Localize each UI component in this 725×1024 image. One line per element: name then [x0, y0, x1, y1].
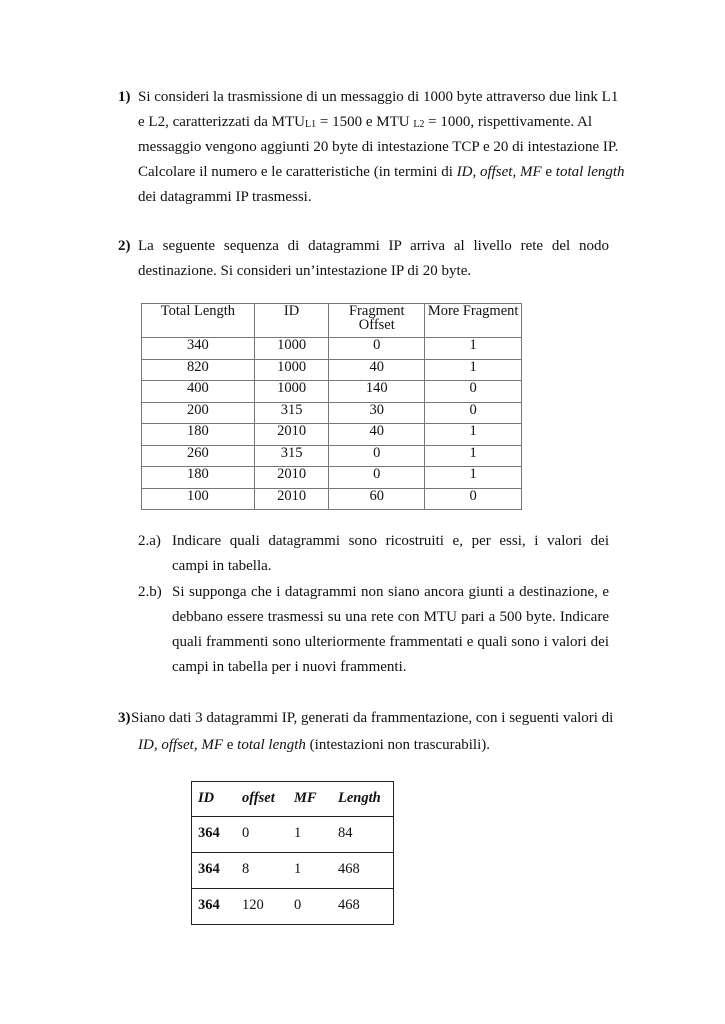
table-cell: 0 — [425, 381, 522, 403]
table-cell: 1 — [425, 359, 522, 381]
table-cell: 84 — [332, 817, 394, 853]
table-cell: 1 — [425, 424, 522, 446]
text-segment: e — [541, 164, 556, 180]
table-cell: 120 — [242, 897, 264, 913]
table-cell: 30 — [329, 402, 425, 424]
text-line — [138, 163, 625, 181]
table-cell: 468 — [332, 853, 394, 889]
text-line — [138, 113, 592, 134]
table-cell: 60 — [329, 488, 425, 510]
table-cell: 0 — [329, 467, 425, 489]
text-line — [138, 262, 471, 280]
column-header: ID — [254, 304, 328, 338]
text-line — [138, 237, 609, 255]
table-cell: 0 — [236, 817, 288, 853]
table-cell: 2010 — [254, 424, 328, 446]
text-line — [172, 583, 609, 601]
table-row — [142, 424, 522, 446]
text-segment: e — [222, 737, 238, 753]
column-header: Length — [332, 782, 394, 817]
text-line — [138, 88, 618, 106]
table-row — [142, 381, 522, 403]
question-number: 3) — [118, 710, 131, 726]
table-cell: 364 — [198, 897, 220, 913]
table-cell: 315 — [254, 402, 328, 424]
table-row — [142, 488, 522, 510]
subscript: L2 — [413, 119, 425, 130]
table-row — [192, 853, 394, 889]
table-row — [142, 338, 522, 360]
table-cell: 140 — [329, 381, 425, 403]
text-segment: debbano essere trasmessi su una rete con MTU pari a 500 byte. Indicare — [172, 609, 609, 625]
column-header: Total Length — [142, 304, 255, 338]
column-header: MF — [288, 782, 332, 817]
table-cell: 0 — [294, 897, 302, 913]
table-cell: 0 — [425, 402, 522, 424]
italic-term: total length — [237, 737, 306, 753]
table-cell: 1000 — [254, 338, 328, 360]
text-segment: e L2, caratterizzati da MTU — [138, 114, 305, 130]
question-number: 2) — [118, 238, 131, 254]
text-segment: Si supponga che i datagrammi non siano ancora giunti a destinazione, e — [172, 584, 609, 600]
table-row — [142, 402, 522, 424]
text-segment: Indicare quali datagrammi sono ricostruiti e, per essi, i valori dei — [172, 533, 609, 549]
table-cell: 1 — [425, 467, 522, 489]
text-segment: destinazione. Si consideri un’intestazione IP di 20 byte. — [138, 263, 472, 279]
text-line — [172, 633, 609, 651]
text-segment: dei datagrammi IP trasmessi. — [138, 189, 312, 205]
subquestion-label: 2.b) — [138, 584, 162, 600]
table-cell: 364 — [192, 817, 237, 853]
table-row — [192, 817, 394, 853]
table-cell: 1 — [288, 853, 332, 889]
table-cell: 2010 — [254, 467, 328, 489]
text-line — [138, 736, 490, 754]
column-header: Fragment Offset — [329, 304, 425, 338]
text-segment: Calcolare il numero e le caratteristiche (in termini di — [138, 164, 457, 180]
subscript: L1 — [305, 119, 317, 130]
text-segment: La seguente sequenza di datagrammi IP arriva al livello rete del nodo — [138, 238, 609, 254]
column-header: More Fragment — [425, 304, 522, 338]
table-cell: 200 — [142, 402, 255, 424]
italic-term: ID, offset, MF — [138, 737, 223, 753]
table-cell: 1 — [288, 817, 332, 853]
text-line — [138, 188, 312, 206]
table-cell: 315 — [254, 445, 328, 467]
table-cell: 1000 — [254, 381, 328, 403]
table-cell: 364 — [192, 853, 237, 889]
table-row — [142, 359, 522, 381]
table-cell: 820 — [142, 359, 255, 381]
text-segment: = 1500 e MTU — [316, 114, 414, 130]
text-line — [172, 658, 407, 676]
text-segment: Si consideri la trasmissione di un messaggio di 1000 byte attraverso due link L1 — [138, 89, 619, 105]
text-line — [172, 532, 609, 550]
table-cell: 0 — [329, 445, 425, 467]
text-segment: = 1000, rispettivamente. Al — [424, 114, 593, 130]
datagram-table — [141, 303, 522, 510]
text-line — [131, 709, 613, 727]
table-cell: 180 — [142, 424, 255, 446]
text-line — [172, 608, 609, 626]
table-cell: 8 — [236, 853, 288, 889]
text-segment: campi in tabella per i nuovi frammenti. — [172, 659, 407, 675]
table-row — [142, 445, 522, 467]
column-header: ID — [192, 782, 237, 817]
table-cell: 2010 — [254, 488, 328, 510]
table-cell: 0 — [425, 488, 522, 510]
table-cell: 1 — [425, 445, 522, 467]
table-cell: 400 — [142, 381, 255, 403]
table-cell: 1000 — [254, 359, 328, 381]
text-line — [138, 138, 618, 156]
column-header: offset — [236, 782, 288, 817]
table-cell: 40 — [329, 424, 425, 446]
text-line — [172, 557, 272, 575]
table-cell: 1 — [425, 338, 522, 360]
text-segment: campi in tabella. — [172, 558, 272, 574]
table-cell: 468 — [338, 897, 360, 913]
italic-term: ID, offset, MF — [456, 164, 542, 180]
text-segment: quali frammenti sono ulteriormente frammentati e quali sono i valori dei — [172, 634, 609, 650]
subquestion-label: 2.a) — [138, 533, 161, 549]
text-segment: Siano dati 3 datagrammi IP, generati da frammentazione, con i seguenti valori di — [131, 710, 614, 726]
table-row — [192, 889, 394, 925]
header-row — [192, 782, 394, 817]
question-number: 1) — [118, 89, 131, 105]
table-cell: 100 — [142, 488, 255, 510]
table-cell: 0 — [329, 338, 425, 360]
table-cell: 40 — [329, 359, 425, 381]
table-cell: 180 — [142, 467, 255, 489]
fragment-table — [191, 781, 394, 925]
text-segment: (intestazioni non trascurabili). — [305, 737, 491, 753]
table-cell: 340 — [142, 338, 255, 360]
text-segment: messaggio vengono aggiunti 20 byte di intestazione TCP e 20 di intestazione IP. — [138, 139, 619, 155]
italic-term: total length — [555, 164, 625, 180]
table-cell: 260 — [142, 445, 255, 467]
table-row — [142, 467, 522, 489]
